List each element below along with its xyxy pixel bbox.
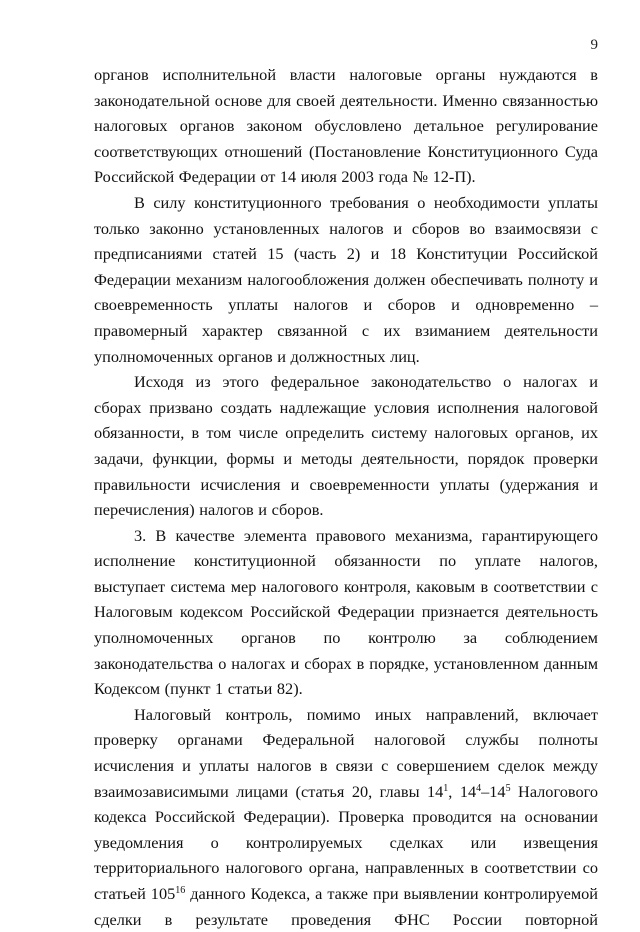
document-body bbox=[94, 62, 598, 932]
page-number: 9 bbox=[590, 37, 598, 53]
paragraph-federal-legislation: Исходя из этого федеральное законодательство о налогах и сборах призвано создать надлежащие условия исполнения налоговой обязанности, в том числе определить систему налоговых органов, их задачи, функции, формы и методы деятельности, порядок проверки правильности исчисления и своевременности уплаты (удержания и перечисления) налогов и сборов. bbox=[94, 372, 598, 520]
superscript: 5 bbox=[505, 782, 511, 794]
paragraph-continuation: органов исполнительной власти налоговые органы нуждаются в законодательной основе для своей деятельности. Именно связанностью налоговых органов законом обусловлено детальное регулирование соответствующих отношений (Постановление Конституционного Суда Российской Федерации от 14 июля 2003 года № 12-П). bbox=[94, 65, 598, 187]
text-fragment: Налогового кодекса Российской Федерации). Проверка проводится на основании уведомления о контролируемых сделках или извещения территориального налогового органа, направленных в соответствии со статьей 105 bbox=[94, 781, 598, 903]
paragraph-constitutional-requirement: В силу конституционного требования о необходимости уплаты только законно установленных налогов и сборов во взаимосвязи с предписаниями статей 15 (часть 2) и 18 Конституции Российской Федерации механизм налогообложения должен обеспечивать полноту и своевременность уплаты налогов и сборов и одновременно – правомерный характер связанной с их взиманием деятельности уполномоченных органов и должностных лиц. bbox=[94, 192, 598, 366]
text-fragment: данного Кодекса, а также при выявлении контролируемой сделки в результате проведения ФНС России повторной bbox=[94, 884, 598, 929]
superscript: 4 bbox=[476, 782, 482, 794]
text-fragment: , 14 bbox=[448, 781, 477, 801]
superscript: 16 bbox=[175, 885, 186, 896]
text-fragment: –14 bbox=[481, 781, 506, 801]
text-fragment: Налоговый контроль, помимо иных направлений, включает проверку органами Федеральной налоговой службы полноты исчисления и уплаты налогов в связи с совершением сделок между взаимозависимыми лицами (статья 20, главы 14 bbox=[94, 704, 598, 801]
superscript: 1 bbox=[443, 782, 449, 794]
paragraph-tax-control-transactions bbox=[94, 702, 598, 932]
paragraph-tax-control-system: 3. В качестве элемента правового механизма, гарантирующего исполнение конституционной обязанности по уплате налогов, выступает система мер налогового контроля, каковым в соответствии с Налоговым кодексом Российской Федерации признается деятельность уполномоченных органов по контролю за соблюдением законодательства о налогах и сборах в порядке, установленном данным Кодексом (пункт 1 статьи 82). bbox=[94, 525, 598, 699]
